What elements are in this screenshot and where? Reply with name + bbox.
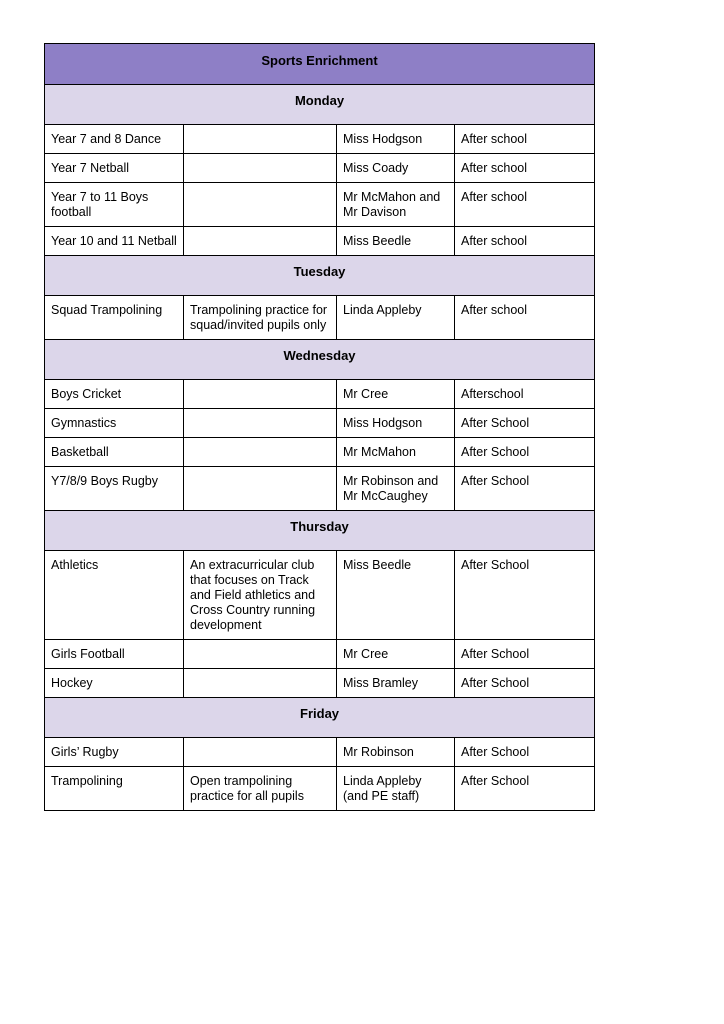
time-cell: After school <box>455 154 595 183</box>
description-cell <box>184 183 337 227</box>
staff-cell: Miss Hodgson <box>337 409 455 438</box>
description-cell <box>184 640 337 669</box>
staff-cell: Miss Beedle <box>337 227 455 256</box>
time-cell: After school <box>455 125 595 154</box>
time-cell: After School <box>455 640 595 669</box>
time-cell: After School <box>455 738 595 767</box>
day-heading: Tuesday <box>45 256 595 296</box>
activity-cell: Gymnastics <box>45 409 184 438</box>
activity-cell: Girls Football <box>45 640 184 669</box>
time-cell: After School <box>455 409 595 438</box>
staff-cell: Miss Coady <box>337 154 455 183</box>
day-header-row <box>45 85 595 125</box>
activity-cell: Year 10 and 11 Netball <box>45 227 184 256</box>
activity-cell: Hockey <box>45 669 184 698</box>
description-cell: Trampolining practice for squad/invited pupils only <box>184 296 337 340</box>
day-heading: Friday <box>45 698 595 738</box>
table-title: Sports Enrichment <box>45 44 595 85</box>
description-cell <box>184 154 337 183</box>
table-row <box>45 183 595 227</box>
table-row <box>45 154 595 183</box>
table-row <box>45 551 595 640</box>
title-row <box>45 44 595 85</box>
activity-cell: Squad Trampolining <box>45 296 184 340</box>
description-cell <box>184 409 337 438</box>
table-row <box>45 125 595 154</box>
time-cell: After school <box>455 296 595 340</box>
time-cell: After School <box>455 467 595 511</box>
day-header-row <box>45 256 595 296</box>
staff-cell: Mr McMahon and Mr Davison <box>337 183 455 227</box>
activity-cell: Year 7 Netball <box>45 154 184 183</box>
description-cell <box>184 438 337 467</box>
table-row <box>45 467 595 511</box>
time-cell: After school <box>455 227 595 256</box>
staff-cell: Mr Robinson <box>337 738 455 767</box>
staff-cell: Mr Cree <box>337 640 455 669</box>
time-cell: After school <box>455 183 595 227</box>
time-cell: Afterschool <box>455 380 595 409</box>
description-cell <box>184 125 337 154</box>
day-header-row <box>45 511 595 551</box>
table-row <box>45 640 595 669</box>
table-row <box>45 409 595 438</box>
staff-cell: Linda Appleby <box>337 296 455 340</box>
staff-cell: Miss Bramley <box>337 669 455 698</box>
time-cell: After School <box>455 767 595 811</box>
day-header-row <box>45 340 595 380</box>
table-row <box>45 738 595 767</box>
description-cell <box>184 380 337 409</box>
activity-cell: Trampolining <box>45 767 184 811</box>
description-cell <box>184 467 337 511</box>
day-header-row <box>45 698 595 738</box>
table-row <box>45 296 595 340</box>
description-cell: Open trampolining practice for all pupils <box>184 767 337 811</box>
activity-cell: Y7/8/9 Boys Rugby <box>45 467 184 511</box>
staff-cell: Miss Hodgson <box>337 125 455 154</box>
table-row <box>45 227 595 256</box>
staff-cell: Mr Cree <box>337 380 455 409</box>
table-row <box>45 669 595 698</box>
time-cell: After School <box>455 669 595 698</box>
table-row <box>45 380 595 409</box>
description-cell <box>184 227 337 256</box>
activity-cell: Year 7 and 8 Dance <box>45 125 184 154</box>
activity-cell: Boys Cricket <box>45 380 184 409</box>
activity-cell: Year 7 to 11 Boys football <box>45 183 184 227</box>
staff-cell: Mr Robinson and Mr McCaughey <box>337 467 455 511</box>
day-heading: Thursday <box>45 511 595 551</box>
day-heading: Monday <box>45 85 595 125</box>
description-cell: An extracurricular club that focuses on Track and Field athletics and Cross Country running development <box>184 551 337 640</box>
staff-cell: Mr McMahon <box>337 438 455 467</box>
schedule-body <box>45 44 595 811</box>
time-cell: After School <box>455 438 595 467</box>
activity-cell: Girls’ Rugby <box>45 738 184 767</box>
description-cell <box>184 738 337 767</box>
table-row <box>45 438 595 467</box>
activity-cell: Athletics <box>45 551 184 640</box>
staff-cell: Miss Beedle <box>337 551 455 640</box>
sports-enrichment-table <box>44 43 595 811</box>
description-cell <box>184 669 337 698</box>
activity-cell: Basketball <box>45 438 184 467</box>
day-heading: Wednesday <box>45 340 595 380</box>
staff-cell: Linda Appleby (and PE staff) <box>337 767 455 811</box>
table-row <box>45 767 595 811</box>
time-cell: After School <box>455 551 595 640</box>
